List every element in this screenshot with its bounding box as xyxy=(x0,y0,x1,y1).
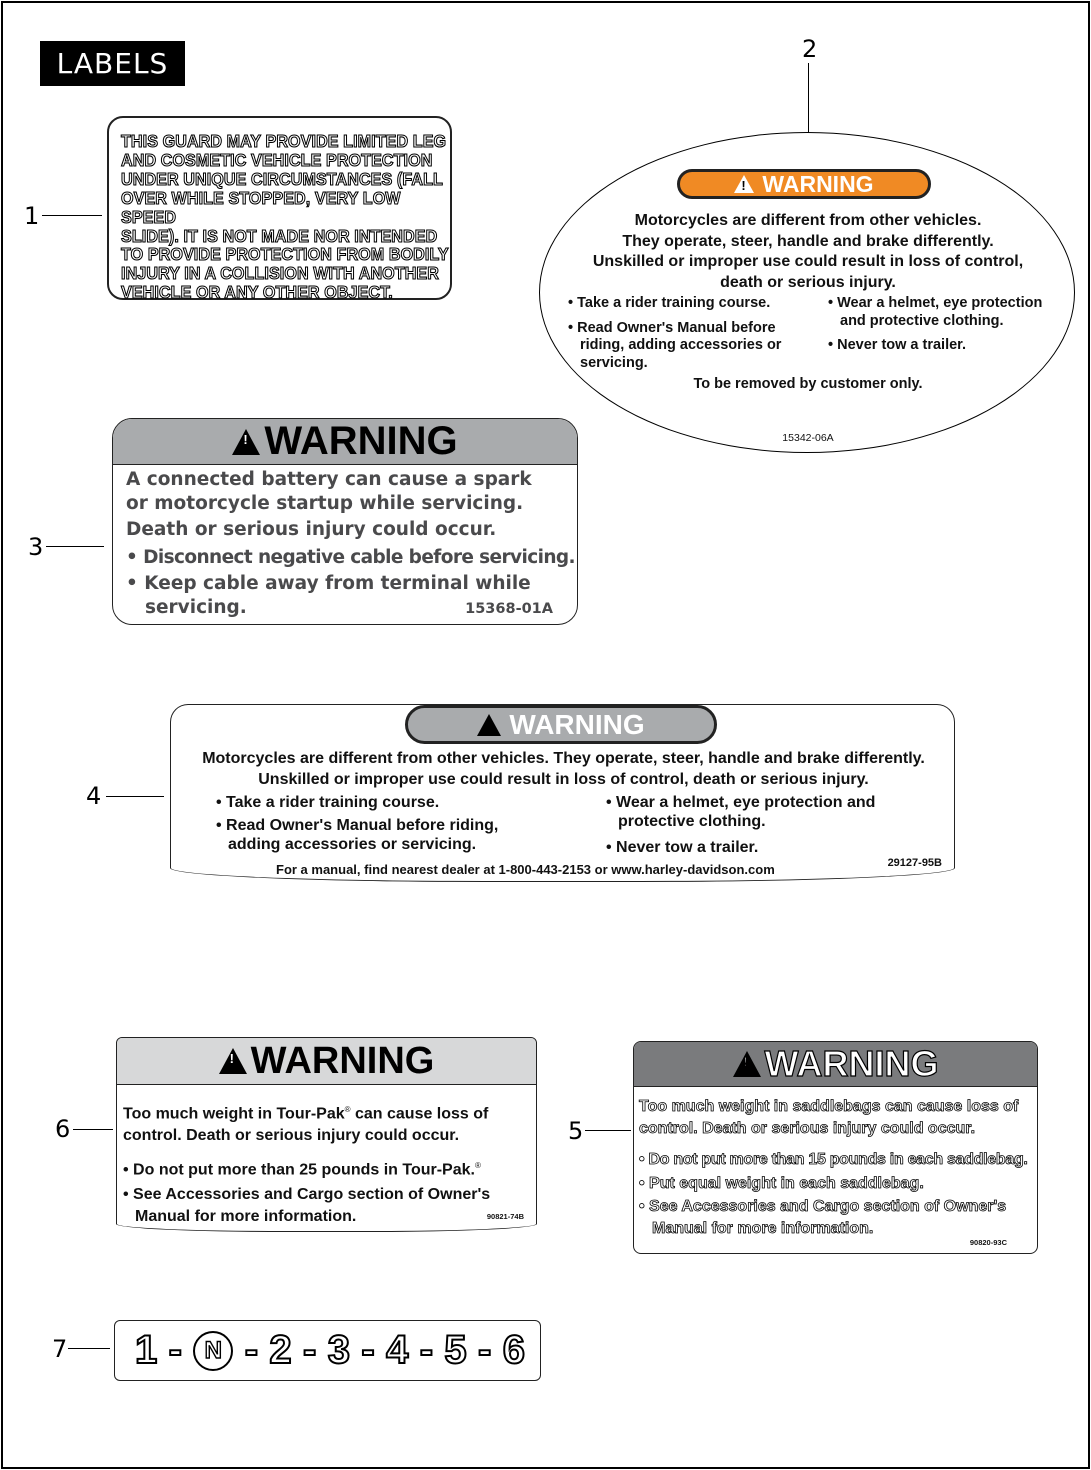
label-2-footer: To be removed by customer only. xyxy=(693,376,923,392)
callout-3: 3 xyxy=(28,533,44,561)
label-6-tour-pak-warning xyxy=(116,1037,537,1232)
leader-line-6 xyxy=(73,1129,113,1130)
label-5-part-number: 90820-93C xyxy=(969,1238,1007,1247)
callout-6: 6 xyxy=(55,1115,71,1143)
label-3-text: A connected battery can cause a spark or motorcycle startup while servicing. Death or serious injury could occur. • Disconnect negative cable before servicing. • Keep cable away from terminal while servicing. xyxy=(126,469,575,618)
gear-sequence: 1 - N - 2 - 3 - 4 - 5 - 6 xyxy=(135,1328,525,1372)
label-1-text: THIS GUARD MAY PROVIDE LIMITED LEG AND COSMETIC VEHICLE PROTECTION UNDER UNIQUE CIRCUMSTANCES (FALL OVER WHILE STOPPED, VERY LOW SPEED SLIDE). IT IS NOT MADE NOR INTENDED TO PROVIDE PROTECTION FROM BODILY INJURY IN A COLLISION WITH ANOTHER VEHICLE OR ANY OTHER OBJECT. xyxy=(121,131,449,303)
label-3-battery-warning xyxy=(112,418,578,625)
leader-line-5 xyxy=(585,1130,631,1131)
label-5-header: ! WARNING xyxy=(634,1042,1037,1087)
label-4-main-text: Motorcycles are different from other vehicles. They operate, steer, handle and brake differently. Unskilled or improper use could result in loss of control, death or serious injury. xyxy=(202,750,925,788)
label-6-text: Too much weight in Tour-Pak® can cause loss of control. Death or serious injury could occur. • Do not put more than 25 pounds in Tour-Pak.® • See Accessories and Cargo section of Owner's Manual for more information. xyxy=(123,1105,491,1225)
label-4-footer: For a manual, find nearest dealer at 1-800-443-2153 or www.harley-davidson.com xyxy=(276,862,775,877)
label-2-bullets-left: • Take a rider training course. • Read Owner's Manual before riding, adding accessories or servicing. xyxy=(568,295,782,371)
label-7-gear-shift-pattern xyxy=(114,1320,541,1381)
warning-triangle-icon xyxy=(734,175,754,193)
label-1-guard-notice xyxy=(107,116,452,303)
label-6-part-number: 90821-74B xyxy=(486,1212,524,1221)
callout-5: 5 xyxy=(568,1117,584,1145)
callout-1: 1 xyxy=(24,202,40,230)
callout-2: 2 xyxy=(802,35,818,63)
warning-triangle-icon xyxy=(232,429,260,455)
page-title: LABELS xyxy=(40,41,185,86)
label-5-text: Too much weight in saddlebags can cause loss of control. Death or serious injury could occur. • Do not put more than 15 pounds in each saddlebag. • Put equal weight in each saddlebag. • See Accessories and Cargo section of Owner's Manual for more information. xyxy=(639,1098,1028,1237)
leader-line-4 xyxy=(106,796,164,797)
leader-line-2 xyxy=(808,63,809,133)
label-2-bullets-right: • Wear a helmet, eye protection and protective clothing. • Never tow a trailer. xyxy=(828,295,1043,353)
registered-mark: ® xyxy=(474,1161,481,1171)
label-2-part-number: 15342-06A xyxy=(782,432,834,444)
warning-triangle-icon xyxy=(219,1048,247,1074)
callout-7: 7 xyxy=(52,1335,68,1363)
leader-line-7 xyxy=(68,1348,110,1349)
label-3-header: ! WARNING xyxy=(113,419,577,465)
warning-triangle-icon xyxy=(733,1051,761,1077)
label-4-bullets-left: • Take a rider training course. • Read Owner's Manual before riding, adding accessories or servicing. xyxy=(216,794,499,853)
label-4-part-number: 29127-95B xyxy=(887,857,942,869)
label-4-bullets-right: • Wear a helmet, eye protection and protective clothing. • Never tow a trailer. xyxy=(606,794,876,856)
label-2-header: ! WARNING xyxy=(677,169,931,199)
label-5-saddlebag-warning xyxy=(633,1041,1038,1254)
leader-line-1 xyxy=(42,215,102,216)
leader-line-3 xyxy=(46,546,104,547)
label-6-header: ! WARNING xyxy=(117,1038,536,1085)
label-2-oval-warning xyxy=(539,132,1075,453)
neutral-circle: N xyxy=(193,1331,233,1371)
warning-triangle-icon xyxy=(477,714,501,736)
registered-mark: ® xyxy=(344,1105,351,1114)
label-4-rider-warning xyxy=(170,704,955,882)
label-3-part-number: 15368-01A xyxy=(465,601,553,617)
label-4-header: ! WARNING xyxy=(405,705,717,744)
label-2-main-text: Motorcycles are different from other vehicles. They operate, steer, handle and brake differently. Unskilled or improper use could result in loss of control, death or serious injury. xyxy=(592,212,1024,291)
callout-4: 4 xyxy=(86,782,102,810)
